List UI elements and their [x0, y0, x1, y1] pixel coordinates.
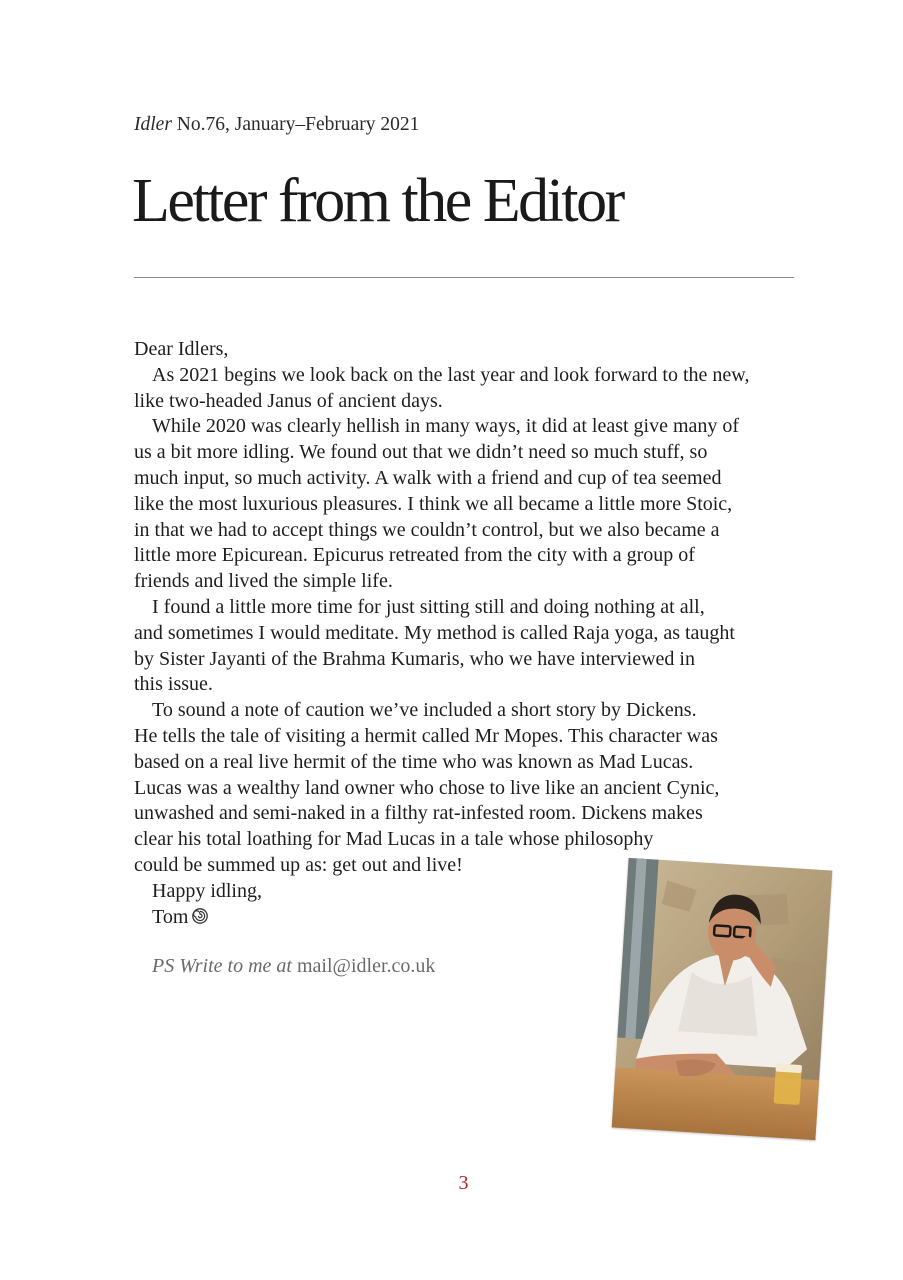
snail-icon [191, 907, 209, 933]
letter-line: Lucas was a wealthy land owner who chose to live like an ancient Cynic, [134, 776, 720, 799]
letter-line: like two-headed Janus of ancient days. [134, 389, 443, 412]
letter-line: much input, so much activity. A walk with a friend and cup of tea seemed [134, 466, 722, 489]
salutation: Dear Idlers, [134, 338, 229, 360]
letter-line: in that we had to accept things we couldn’t control, but we also became a [134, 518, 720, 541]
letter-line: this issue. [134, 673, 213, 696]
issue-line [134, 114, 419, 136]
letter-line: I found a little more time for just sitting still and doing nothing at all, [152, 595, 705, 618]
letter-line: could be summed up as: get out and live! [134, 853, 463, 876]
letter-line: little more Epicurean. Epicurus retreated from the city with a group of [134, 544, 695, 567]
letter-line: unwashed and semi-naked in a filthy rat-infested room. Dickens makes [134, 802, 703, 825]
letter-line: like the most luxurious pleasures. I think we all became a little more Stoic, [134, 492, 733, 515]
letter-line: based on a real live hermit of the time who was known as Mad Lucas. [134, 750, 694, 773]
letter-line: To sound a note of caution we’ve included a short story by Dickens. [152, 699, 697, 722]
ps-prefix: PS Write to me at [152, 955, 292, 977]
letter-line: As 2021 begins we look back on the last year and look forward to the new, [152, 363, 750, 386]
editor-email[interactable]: mail@idler.co.uk [296, 955, 436, 977]
letter-line: us a bit more idling. We found out that we didn’t need so much stuff, so [134, 441, 708, 464]
postscript [152, 955, 435, 978]
title-divider [134, 277, 794, 278]
issue-date: No.76, January–February 2021 [171, 114, 420, 135]
magazine-name: Idler [134, 114, 172, 135]
sign-off: Happy idling, [152, 879, 262, 902]
letter-line: and sometimes I would meditate. My method is called Raja yoga, as taught [134, 621, 735, 644]
letter-line: He tells the tale of visiting a hermit called Mr Mopes. This character was [134, 724, 718, 747]
page-number: 3 [458, 1172, 469, 1194]
page-title: Letter from the Editor [132, 167, 623, 235]
letter-line: friends and lived the simple life. [134, 570, 393, 593]
signature-name: Tom [152, 905, 189, 928]
letter-line: While 2020 was clearly hellish in many ways, it did at least give many of [152, 415, 740, 438]
letter-body [134, 337, 814, 930]
letter-line: clear his total loathing for Mad Lucas in a tale whose philosophy [134, 828, 654, 851]
letter-line: by Sister Jayanti of the Brahma Kumaris, who we have interviewed in [134, 647, 695, 670]
editor-photo [612, 858, 833, 1140]
